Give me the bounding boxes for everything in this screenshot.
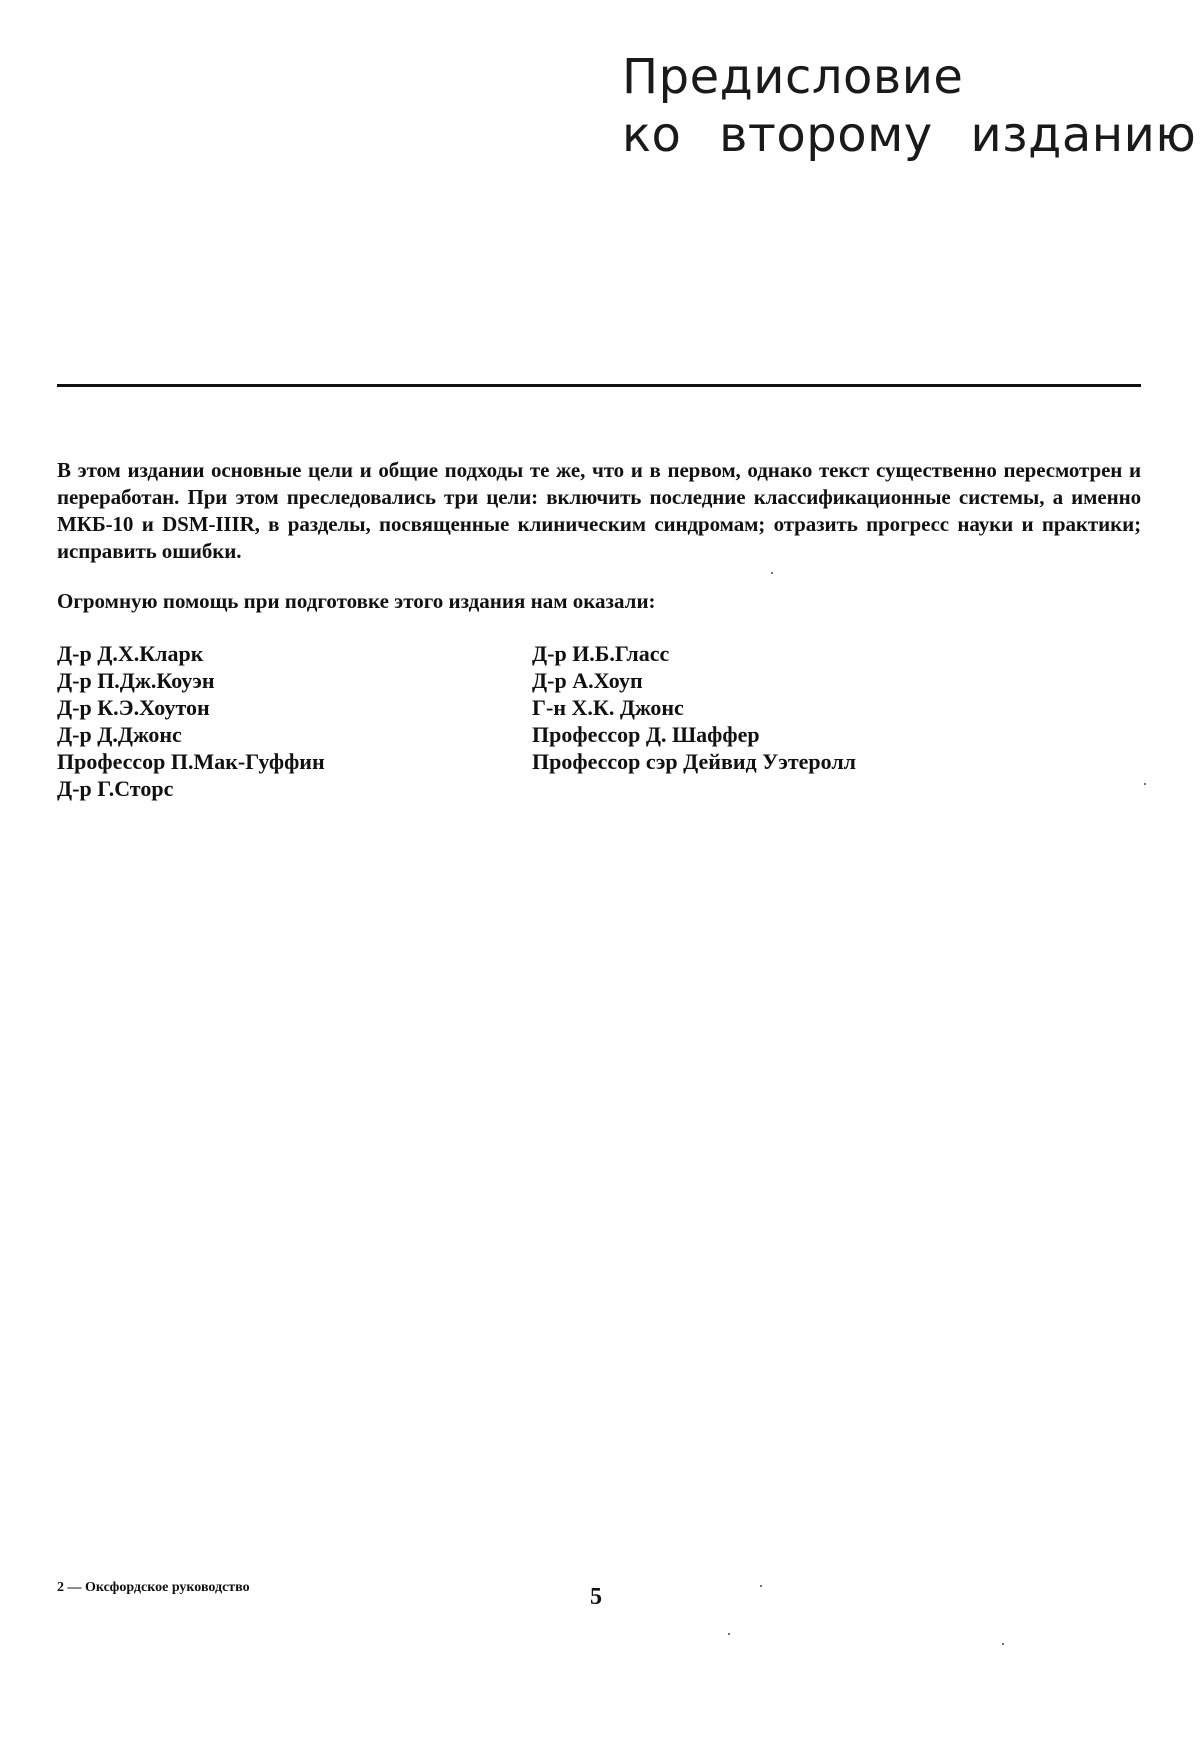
contributor-name: Профессор П.Мак-Гуффин: [57, 749, 325, 774]
scan-speck: [1144, 783, 1146, 785]
horizontal-rule: [57, 384, 1141, 387]
contributors-left-column: [57, 640, 325, 802]
scan-speck: [760, 1585, 762, 1587]
contributor-name: Д-р И.Б.Гласс: [532, 641, 670, 666]
page-title: [622, 48, 1197, 164]
title-line-1: Предисловие: [622, 49, 964, 105]
contributor-name: Д-р А.Хоуп: [532, 668, 643, 693]
page-number: 5: [590, 1584, 602, 1610]
title-line-2: ко второму изданию: [622, 107, 1197, 163]
contributor-name: Г-н Х.К. Джонс: [532, 695, 684, 720]
scan-speck: [771, 572, 773, 574]
contributor-name: Профессор сэр Дейвид Уэтеролл: [532, 749, 857, 774]
contributor-name: Д-р Г.Сторс: [57, 776, 174, 801]
contributor-name: Д-р П.Дж.Коуэн: [57, 668, 215, 693]
scan-speck: [1002, 1643, 1004, 1645]
contributor-name: Д-р К.Э.Хоутон: [57, 695, 210, 720]
contributor-name: Д-р Д.Х.Кларк: [57, 641, 204, 666]
footer-signature: 2 — Оксфордское руководство: [57, 1580, 250, 1595]
contributor-name: Профессор Д. Шаффер: [532, 722, 760, 747]
contributors-right-column: [532, 640, 856, 775]
acknowledgement-line: Огромную помощь при подготовке этого издания нам оказали:: [57, 589, 656, 613]
intro-paragraph: В этом издании основные цели и общие подходы те же, что и в первом, однако текст существенно пересмотрен и переработан. При этом преследовались три цели: включить последние классификационные системы, а именно МКБ-10 и DSM-IIIR, в разделы, посвященные клиническим синдромам; отразить прогресс науки и практики; исправить ошибки.: [57, 458, 1141, 563]
contributor-name: Д-р Д.Джонс: [57, 722, 182, 747]
scan-speck: [728, 1633, 730, 1635]
